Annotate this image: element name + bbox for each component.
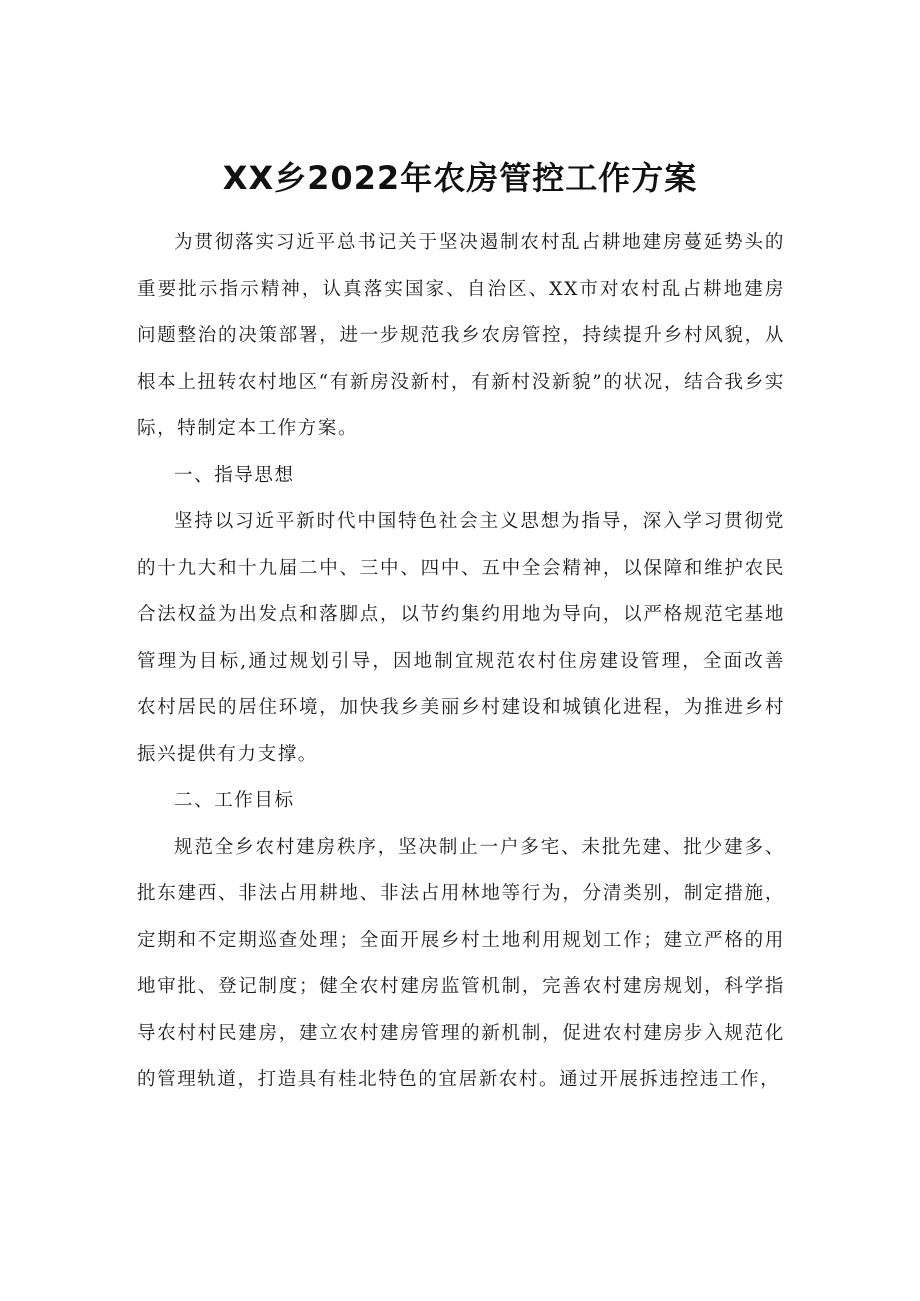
section-heading-work-goals: 二、工作目标	[174, 790, 295, 811]
section-paragraph-guiding-ideology: 坚持以习近平新时代中国特色社会主义思想为指导，深入学习贯彻党的十九大和十九届二中、三中、四中、五中全会精神，以保障和维护农民合法权益为出发点和落脚点，以节约集约用地为导向，以严格规范宅基地管理为目标,通过规划引导，因地制宜规范农村住房建设管理，全面改善农村居民的居住环境，加快我乡美丽乡村建设和城镇化进程，为推进乡村振兴提供有力支撑。	[137, 511, 785, 765]
section-heading-guiding-ideology: 一、指导思想	[174, 464, 295, 486]
section-paragraph-work-goals: 规范全乡农村建房秩序，坚决制止一户多宅、未批先建、批少建多、批东建西、非法占用耕地、非法占用林地等行为，分清类别，制定措施，定期和不定期巡查处理；全面开展乡村土地利用规划工作；建立严格的用地审批、登记制度；健全农村建房监管机制，完善农村建房规划，科学指导农村村民建房，建立农村建房管理的新机制，促进农村建房步入规范化的管理轨道，打造具有桂北特色的宜居新农村。通过开展拆违控违工作，	[137, 836, 785, 1090]
document-title: XX乡2022年农房管控工作方案	[222, 159, 698, 197]
document-body	[137, 220, 785, 1104]
intro-paragraph: 为贯彻落实习近平总书记关于坚决遏制农村乱占耕地建房蔓延势头的重要批示指示精神，认真落实国家、自治区、XX市对农村乱占耕地建房问题整治的决策部署，进一步规范我乡农房管控，持续提升乡村风貌，从根本上扭转农村地区“有新房没新村，有新村没新貌”的状况，结合我乡实际，特制定本工作方案。	[137, 232, 785, 439]
